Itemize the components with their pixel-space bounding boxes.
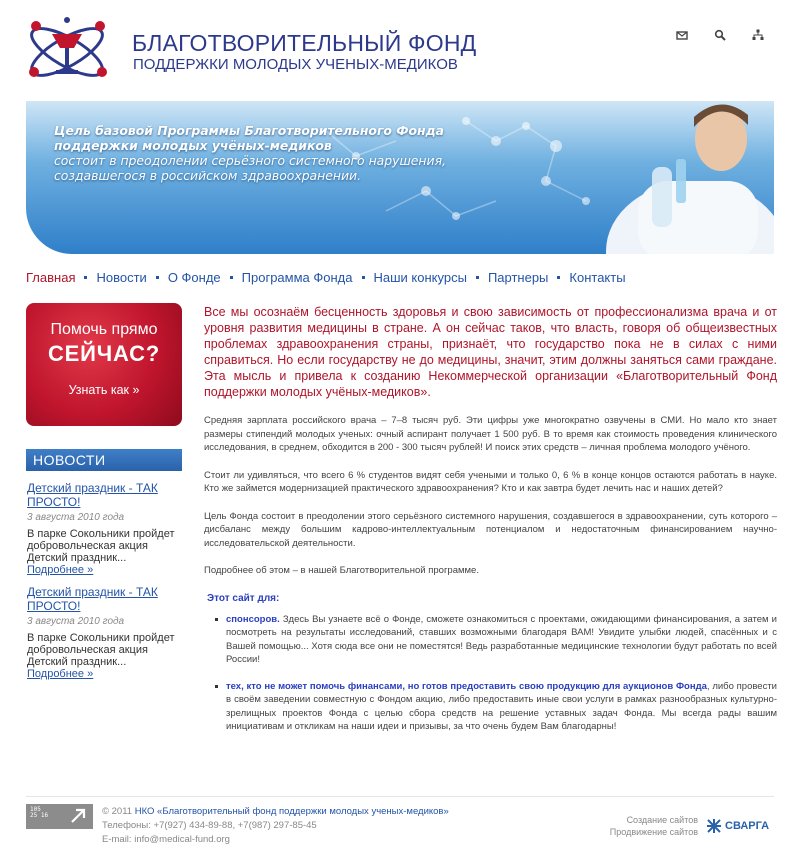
list-item [204, 680, 777, 734]
paragraph-program-link: Подробнее об этом – в нашей Благотворительной программе. [204, 565, 479, 576]
doctor-illustration [606, 104, 774, 254]
developer-logo[interactable] [706, 818, 769, 834]
sitemap-icon[interactable] [752, 28, 764, 40]
news-date: 3 августа 2010 года [27, 616, 125, 627]
nav-home[interactable]: Главная [26, 270, 76, 285]
news-date: 3 августа 2010 года [27, 512, 125, 523]
mail-icon[interactable] [676, 28, 688, 40]
email-address[interactable]: info@medical-fund.org [134, 834, 230, 845]
help-now-banner[interactable] [26, 303, 182, 426]
nav-separator [156, 276, 159, 279]
paragraph-goal: Цель Фонда состоит в преодолении этого серьёзного системного нарушения, создавшегося в здравоохранении, суть которого – дисбаланс между большим кадрово-интеллектуальным потенциалом и недостаточным финансированием научно-исследовательской деятельности. [204, 510, 777, 549]
help-line-2: СЕЙЧАС? [47, 341, 161, 366]
email-line [102, 833, 449, 847]
phones: Телефоны: +7(927) 434-89-88, +7(987) 297-85-45 [102, 820, 317, 831]
counter-badge[interactable] [26, 804, 93, 829]
news-excerpt-text: В парке Сокольники пройдет добровольческая акция Детский праздник... [27, 528, 175, 564]
nav-separator [362, 276, 365, 279]
fund-logo[interactable] [22, 12, 112, 88]
news-excerpt [27, 632, 183, 680]
nav-contests[interactable]: Наши конкурсы [373, 270, 467, 285]
main-content [204, 304, 777, 734]
org-link[interactable]: НКО «Благотворительный фонд поддержки молодых ученых-медиков» [134, 806, 449, 817]
hero-banner [26, 101, 774, 254]
audience-list [204, 613, 777, 734]
help-learn-how-link[interactable]: Узнать как » [68, 383, 140, 397]
arrow-icon [68, 806, 88, 826]
nav-separator [476, 276, 479, 279]
audience-heading: Этот сайт для: [207, 592, 280, 604]
news-more-link[interactable]: Подробнее » [27, 668, 94, 680]
list-item-text: , либо провести в своём заведении совместную с Фондом акцию, либо предоставить иные свои услуги в рамках разнообразных культурно-зрелищных проектов Фонда с целью сбора средств на решение уставных задач Фонда. Мы всегда рады вашим инициативам и откликам на наши идеи и призывы, за что очень будем Вам благодарны! [226, 680, 777, 732]
nav-partners[interactable]: Партнеры [487, 270, 549, 285]
nav-news[interactable]: Новости [96, 270, 147, 285]
svarga-icon [706, 818, 722, 834]
developer-credits [610, 814, 698, 838]
paragraph-salary: Средняя зарплата российского врача – 7–8 тысяч руб. Эти цифры уже многократно озвучены в СМИ. Но мало кто знает размеры стипендий молодых ученых: очный аспирант получает 1 500 руб. В то время как стоимость проведения клинического исследования, в среднем, обходится в 200 - 300 тысяч рублей! И поиск этих средств – личная проблема молодого учёного. [204, 415, 777, 453]
news-more-link[interactable]: Подробнее » [27, 564, 94, 576]
paragraph-students: Стоит ли удивляться, что всего 6 % студентов видят себя учеными и только 0, 6 % в конце концов остаются работать в науке. Кто же займется модернизацией практического здравоохранения? Кто и как завтра будет лечить нас и наших детей? [204, 469, 777, 494]
search-icon[interactable] [714, 28, 726, 40]
nav-about[interactable]: О Фонде [167, 270, 221, 285]
list-item-text: Здесь Вы узнаете всё о Фонде, сможете ознакомиться с проектами, ожидающими финансирования, а затем и посмотреть на результаты исследований, ставших возможными благодаря ВАМ! Увидите улыбки людей, спасённых и с Вашей помощью... Хотя сюда все они не поместятся! Ведь разработанные медицинские технологии будут работать по всей России! [226, 613, 777, 665]
copyright-year: © 2011 [102, 806, 135, 817]
copyright [102, 805, 449, 819]
list-item-title: спонсоров. [226, 613, 280, 625]
footer-info [102, 805, 449, 847]
main-nav [26, 270, 626, 285]
news-excerpt [27, 528, 183, 576]
news-item [27, 481, 183, 576]
banner-heading: Цель базовой Программы Благотворительного Фонда поддержки молодых учёных-медиков [54, 123, 444, 153]
site-title: БЛАГОТВОРИТЕЛЬНЫЙ ФОНД [132, 30, 477, 56]
site-promotion-link[interactable]: Продвижение сайтов [609, 827, 698, 837]
nav-separator [230, 276, 233, 279]
developer-name: СВАРГА [725, 820, 770, 832]
site-subtitle: ПОДДЕРЖКИ МОЛОДЫХ УЧЕНЫХ-МЕДИКОВ [133, 56, 458, 73]
news-item [27, 585, 183, 680]
banner-mission-text [54, 123, 454, 183]
news-excerpt-text: В парке Сокольники пройдет добровольческая акция Детский праздник... [27, 632, 175, 668]
email-label: E-mail: [102, 834, 135, 845]
lead-paragraph: Все мы осознаём бесценность здоровья и свою зависимость от профессионализма врача и от уровня развития медицины в стране. А он сейчас таков, что власть, говоря об общеизвестных проблемах здравоохранения страны, признаёт, что государство пока не в силах с ними справиться. Но если государству не до медицины, значит, этим должны заняться сами граждане. Эта мысль и привела к созданию Некоммерческой организации «Благотворительный Фонд поддержки молодых учёных-медиков». [204, 305, 777, 399]
news-title-link[interactable]: Детский праздник - ТАК ПРОСТО! [27, 481, 158, 509]
nav-separator [84, 276, 87, 279]
news-title-link[interactable]: Детский праздник - ТАК ПРОСТО! [27, 585, 158, 613]
nav-separator [557, 276, 560, 279]
banner-body: состоит в преодолении серьёзного системного нарушения, создавшегося в российском здравоохранении. [54, 153, 446, 183]
footer-divider [26, 796, 774, 797]
nav-program[interactable]: Программа Фонда [241, 270, 353, 285]
site-creation-link[interactable]: Создание сайтов [626, 815, 698, 825]
nav-contacts[interactable]: Контакты [569, 270, 626, 285]
news-heading: НОВОСТИ [26, 449, 182, 471]
list-item-title: тех, кто не может помочь финансами, но готов предоставить свою продукцию для аукционов Фонда [226, 680, 707, 692]
header-tools [676, 28, 764, 40]
list-item [204, 613, 777, 667]
counter-badge-text: 105 25 16 [30, 806, 49, 819]
help-line-1: Помочь прямо [50, 321, 158, 338]
